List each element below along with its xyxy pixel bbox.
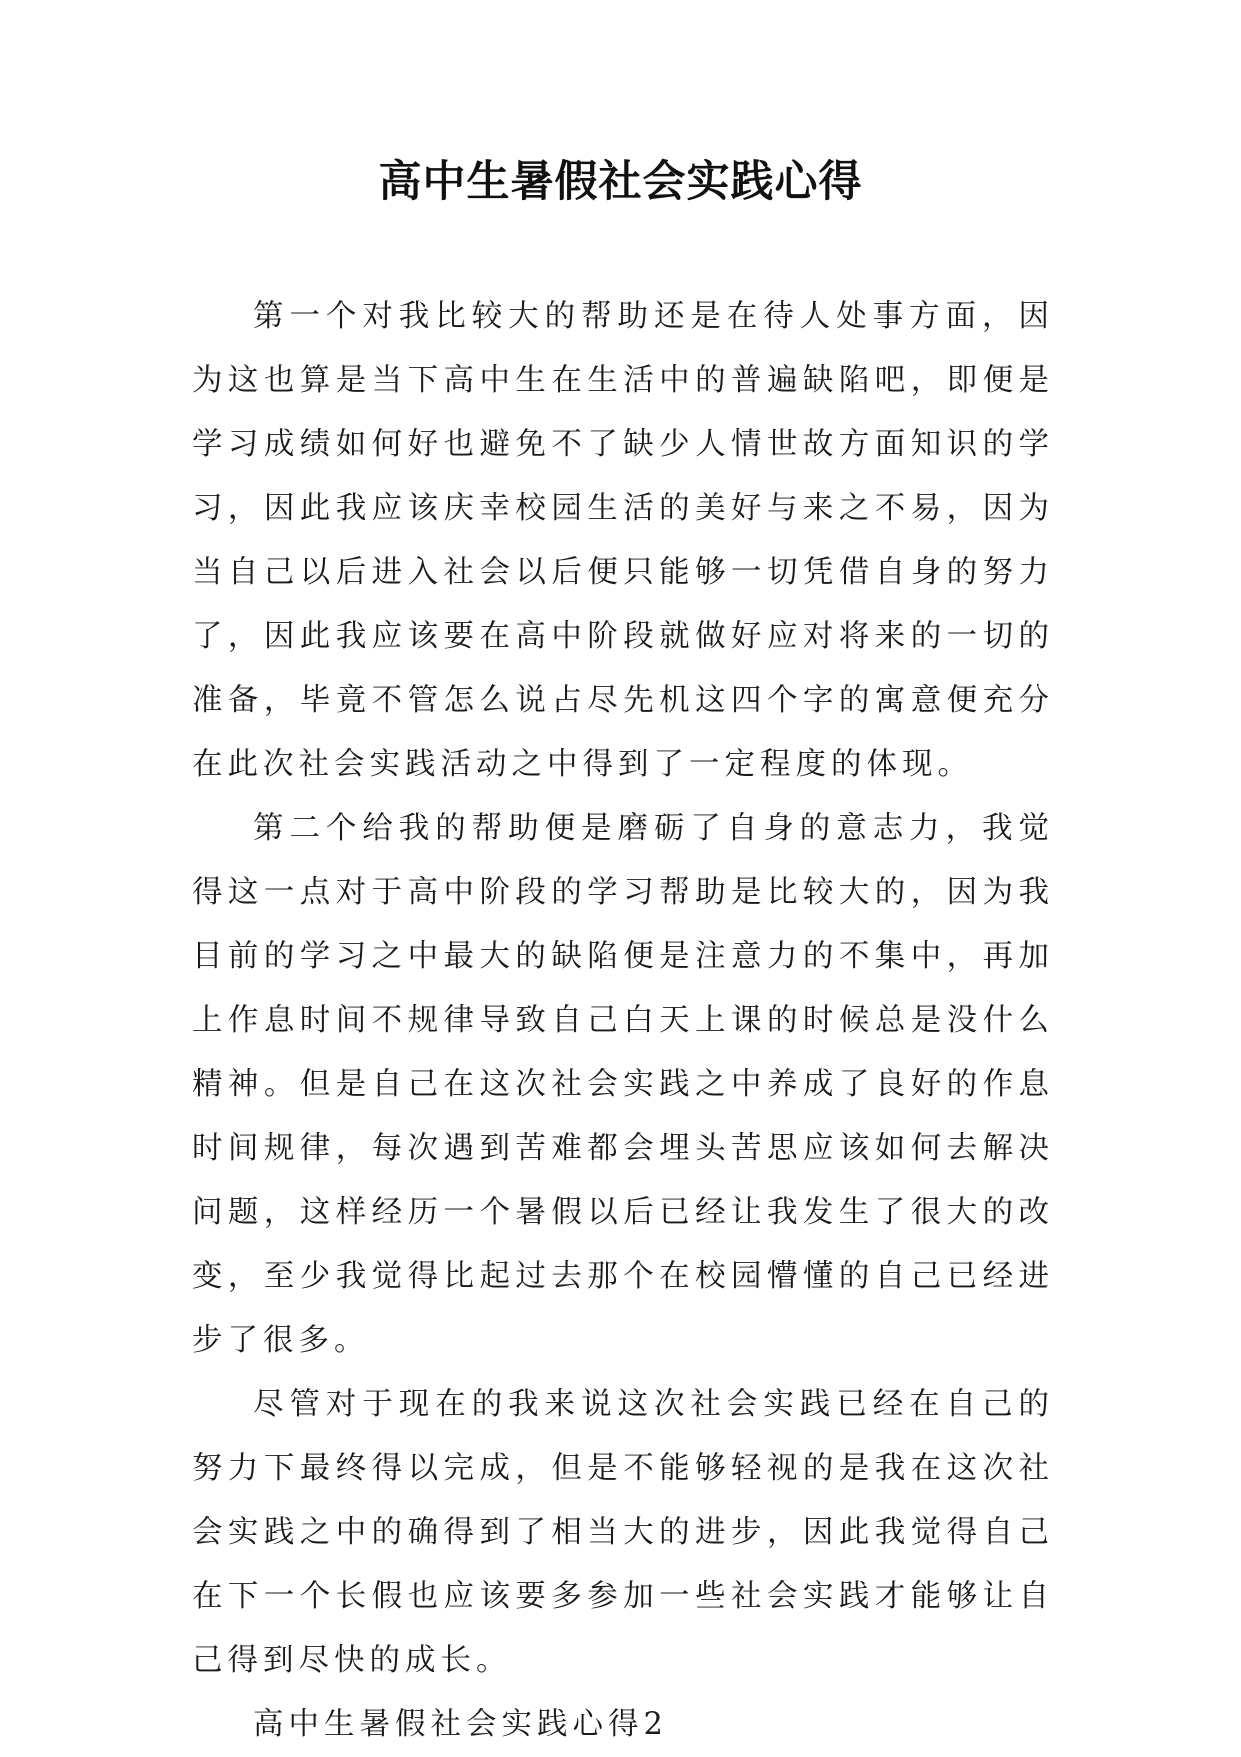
paragraph-1: 第一个对我比较大的帮助还是在待人处事方面，因为这也算是当下高中生在生活中的普遍缺陷吧，即便是学习成绩如何好也避免不了缺少人情世故方面知识的学习，因此我应该庆幸校园生活的美好与来之不易，因为当自己以后进入社会以后便只能够一切凭借自身的努力了，因此我应该要在高中阶段就做好应对将来的一切的准备，毕竟不管怎么说占尽先机这四个字的寓意便充分在此次社会实践活动之中得到了一定程度的体现。 <box>192 299 1054 782</box>
document-title: 高中生暑假社会实践心得 <box>378 157 863 207</box>
section-heading-2: 高中生暑假社会实践心得2 <box>253 1707 668 1742</box>
paragraph-3: 尽管对于现在的我来说这次社会实践已经在自己的努力下最终得以完成，但是不能够轻视的是我在这次社会实践之中的确得到了相当大的进步，因此我觉得自己在下一个长假也应该要多参加一些社会实践才能够让自己得到尽快的成长。 <box>192 1387 1054 1678</box>
document-body <box>192 285 1054 1757</box>
paragraph-2: 第二个给我的帮助便是磨砺了自身的意志力，我觉得这一点对于高中阶段的学习帮助是比较大的，因为我目前的学习之中最大的缺陷便是注意力的不集中，再加上作息时间不规律导致自己白天上课的时候总是没什么精神。但是自己在这次社会实践之中养成了良好的作息时间规律，每次遇到苦难都会埋头苦思应该如何去解决问题，这样经历一个暑假以后已经让我发生了很大的改变，至少我觉得比起过去那个在校园懵懂的自己已经进步了很多。 <box>192 811 1054 1358</box>
